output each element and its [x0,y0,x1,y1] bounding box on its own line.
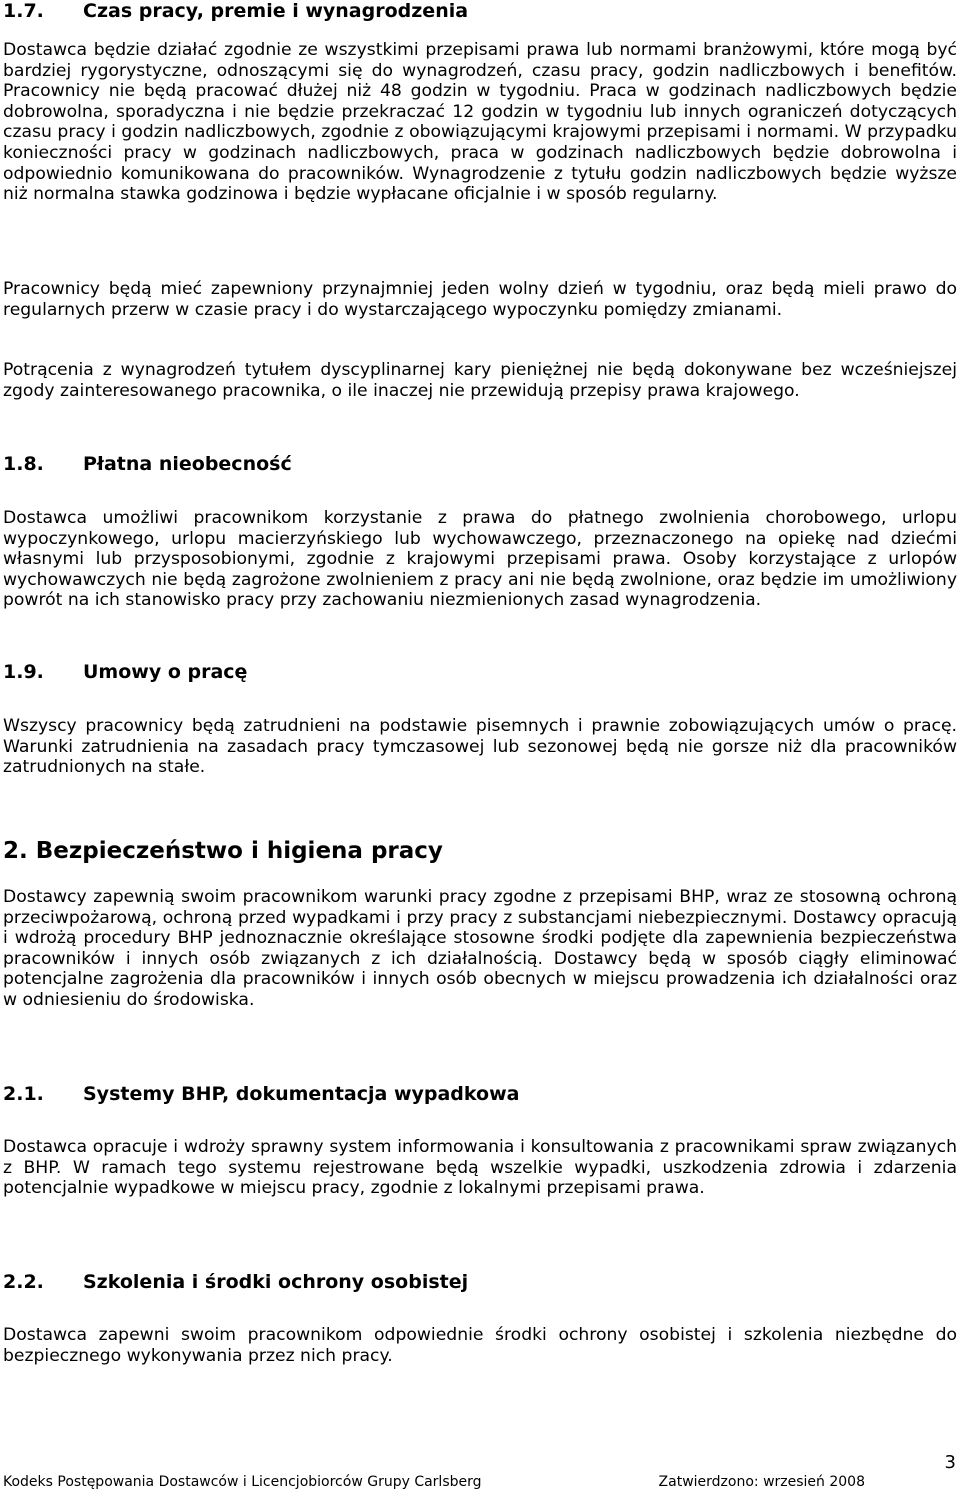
section-number: 1.9. [3,661,44,683]
section-1-8-paragraph-1 [3,508,957,611]
section-title: Czas pracy, premie i wynagrodzenia [83,0,469,22]
section-title: Szkolenia i środki ochrony osobistej [83,1271,469,1293]
paragraph: Pracownicy będą mieć zapewniony przynajmniej jeden wolny dzień w tygodniu, oraz będą mieli prawo do regularnych przerw w czasie pracy i do wystarczającego wypoczynku pomiędzy zmianami. [3,279,957,320]
section-number: 2.1. [3,1083,44,1105]
paragraph: Dostawca umożliwi pracownikom korzystanie z prawa do płatnego zwolnienia chorobowego, urlopu wypoczynkowego, urlopu macierzyńskiego lub wychowawczego, przeznaczonego na opiekę nad dziećmi własnymi lub przysposobionymi, zgodnie z krajowymi przepisami prawa. Osoby korzystające z urlopów wychowawczych nie będą zagrożone zwolnieniem z pracy ani nie będą zwolnione, oraz będzie im umożliwiony powrót na ich stanowisko pracy przy zachowaniu niezmienionych zasad wynagrodzenia. [3,508,957,611]
section-number: 1.8. [3,453,44,475]
section-number: 1.7. [3,0,44,22]
section-number: 2.2. [3,1271,44,1293]
paragraph: Dostawca zapewni swoim pracownikom odpowiednie środki ochrony osobistej i szkolenia niezbędne do bezpiecznego wykonywania przez nich pracy. [3,1325,957,1366]
paragraph: Potrącenia z wynagrodzeń tytułem dyscyplinarnej kary pieniężnej nie będą dokonywane bez wcześniejszej zgody zainteresowanego pracownika, o ile inaczej nie przewidują przepisy prawa krajowego. [3,360,957,401]
paragraph: Dostawca opracuje i wdroży sprawny system informowania i konsultowania z pracownikami spraw związanych z BHP. W ramach tego systemu rejestrowane będą wszelkie wypadki, uszkodzenia zdrowia i zdarzenia potencjalnie wypadkowe w miejscu pracy, zgodnie z lokalnymi przepisami prawa. [3,1137,957,1199]
section-2-1-paragraph-1 [3,1137,957,1199]
section-1-7-paragraph-3 [3,360,957,401]
chapter-2-paragraph-1 [3,887,957,1011]
section-1-7-paragraph-2 [3,279,957,320]
section-2-2-paragraph-1 [3,1325,957,1366]
paragraph: Wszyscy pracownicy będą zatrudnieni na podstawie pisemnych i prawnie zobowiązujących umów o pracę. Warunki zatrudnienia na zasadach pracy tymczasowej lub sezonowej będą nie gorsze niż dla pracowników zatrudnionych na stałe. [3,716,957,778]
footer-left-text: Kodeks Postępowania Dostawców i Licencjobiorców Grupy Carlsberg [3,1474,482,1490]
section-title: Umowy o pracę [83,661,248,683]
section-title: Płatna nieobecność [83,453,292,475]
section-1-8-heading [3,453,957,475]
page-number: 3 [944,1452,956,1473]
section-2-2-heading [3,1271,957,1293]
section-1-7-paragraph-1 [3,40,957,205]
paragraph: Dostawcy zapewnią swoim pracownikom warunki pracy zgodne z przepisami BHP, wraz ze stosowną ochroną przeciwpożarową, ochroną przed wypadkami i przy pracy z substancjami niebezpiecznymi. Dostawcy opracują i wdrożą procedury BHP jednoznacznie określające stosowne środki podjęte dla zapewnienia bezpieczeństwa pracowników i innych osób związanych z ich działalnością. Dostawcy będą w sposób ciągły eliminować potencjalne zagrożenia dla pracowników i innych osób obecnych w miejscu prowadzenia ich działalności oraz w odniesieniu do środowiska. [3,887,957,1010]
chapter-title: 2. Bezpieczeństwo i higiena pracy [3,838,443,864]
section-1-9-heading [3,661,957,683]
footer [3,1474,865,1490]
section-1-7-heading [3,0,957,22]
section-title: Systemy BHP, dokumentacja wypadkowa [83,1083,520,1105]
footer-right-text: Zatwierdzono: wrzesień 2008 [658,1474,865,1490]
section-1-9-paragraph-1 [3,716,957,778]
section-2-1-heading [3,1083,957,1105]
paragraph: Dostawca będzie działać zgodnie ze wszystkimi przepisami prawa lub normami branżowymi, które mogą być bardziej rygorystyczne, odnoszącymi się do wynagrodzeń, czasu pracy, godzin nadliczbowych i benefitów. Pracownicy nie będą pracować dłużej niż 48 godzin w tygodniu. Praca w godzinach nadliczbowych będzie dobrowolna, sporadyczna i nie będzie przekraczać 12 godzin w tygodniu lub innych ograniczeń dotyczących czasu pracy i godzin nadliczbowych, zgodnie z obowiązującymi krajowymi przepisami i normami. W przypadku konieczności pracy w godzinach nadliczbowych, praca w godzinach nadliczbowych będzie dobrowolna i odpowiednio komunikowana do pracowników. Wynagrodzenie z tytułu godzin nadliczbowych będzie wyższe niż normalna stawka godzinowa i będzie wypłacane oficjalnie i w sposób regularny. [3,40,957,205]
chapter-2-heading [3,838,957,864]
